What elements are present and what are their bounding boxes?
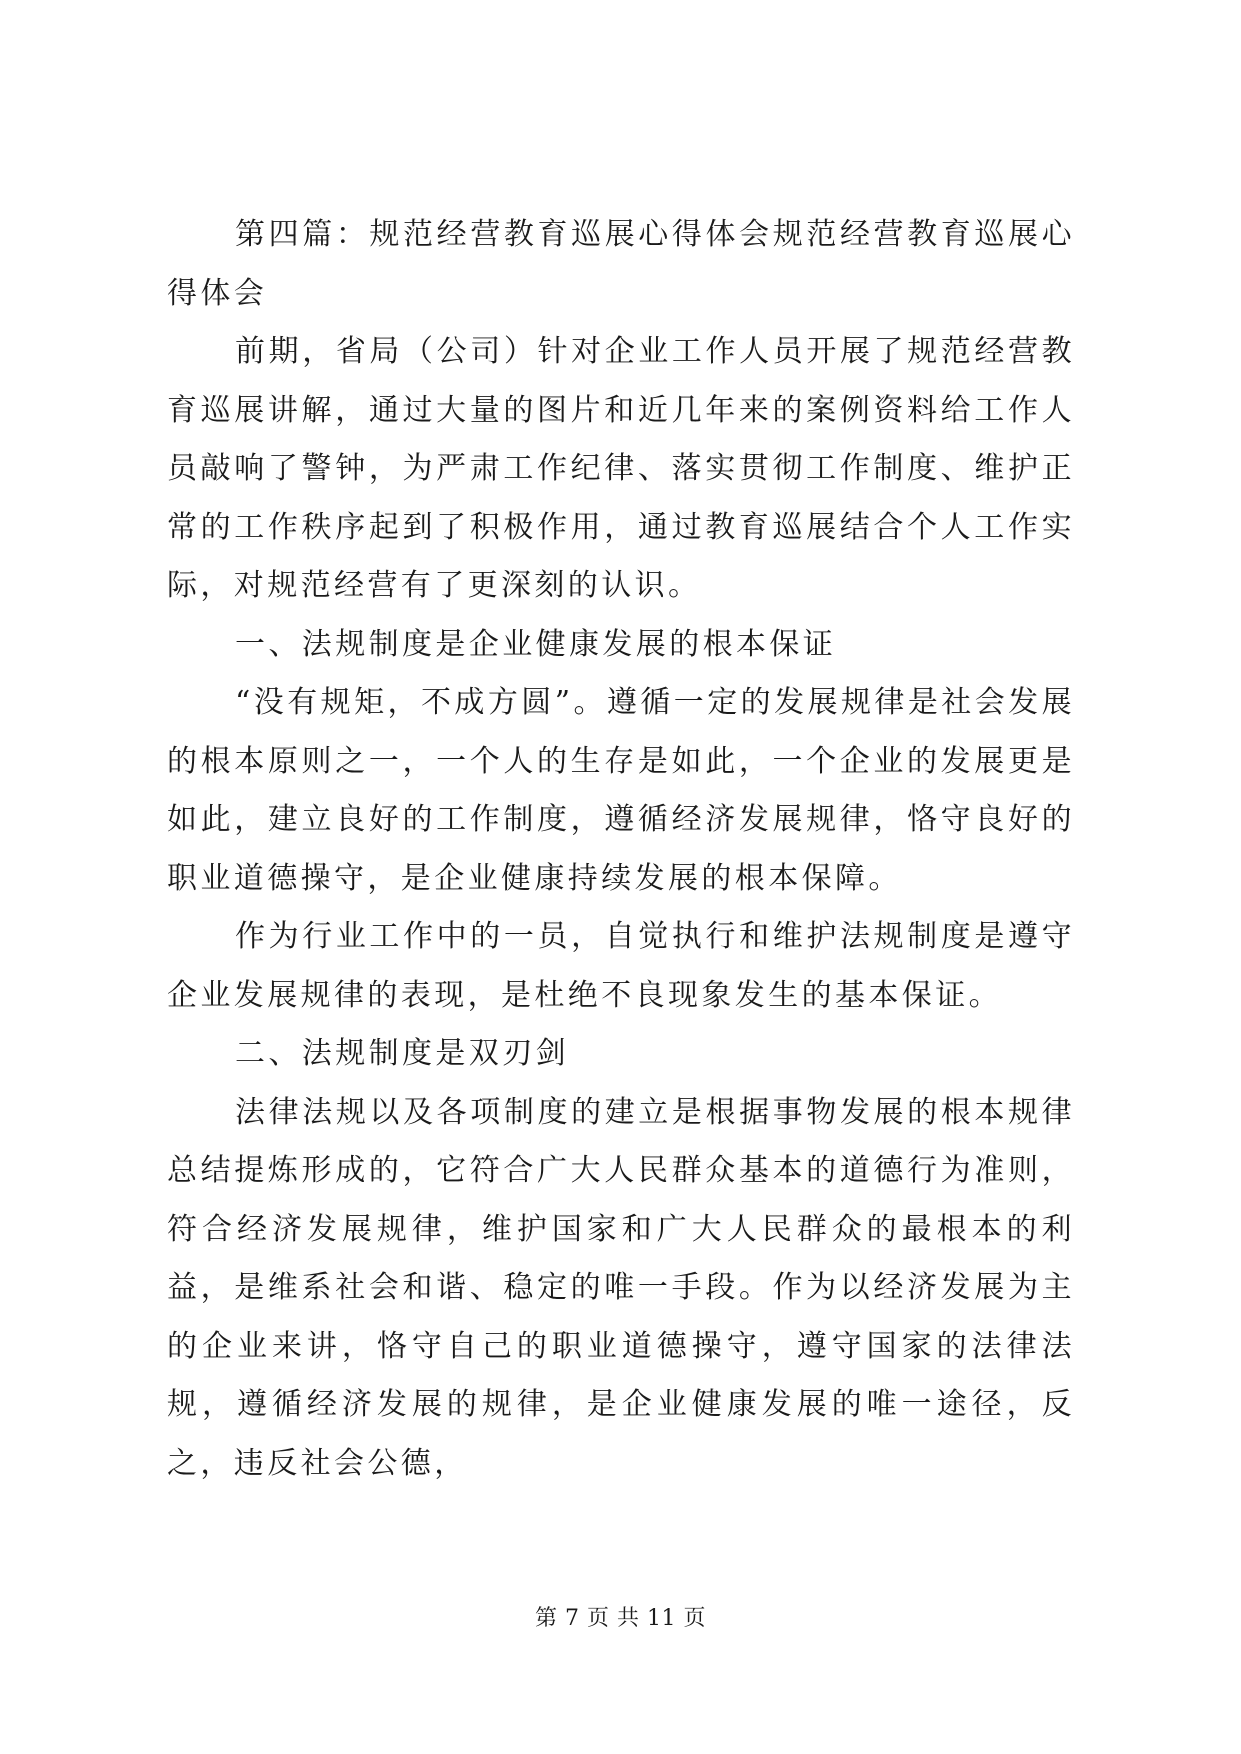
body-paragraph: “没有规矩，不成方圆”。遵循一定的发展规律是社会发展的根本原则之一，一个人的生存是如此，一个企业的发展更是如此，建立良好的工作制度，遵循经济发展规律，恪守良好的职业道德操守，是企业健康持续发展的根本保障。 [167, 685, 1075, 896]
subsection-heading: 一、法规制度是企业健康发展的根本保证 [235, 626, 837, 662]
page-footer: 第 7 页 共 11 页 [535, 1606, 706, 1631]
document-body [167, 206, 1075, 1493]
body-paragraph: 前期，省局（公司）针对企业工作人员开展了规范经营教育巡展讲解，通过大量的图片和近几年来的案例资料给工作人员敲响了警钟，为严肃工作纪律、落实贯彻工作制度、维护正常的工作秩序起到了积极作用，通过教育巡展结合个人工作实际，对规范经营有了更深刻的认识。 [167, 334, 1075, 603]
body-paragraph: 法律法规以及各项制度的建立是根据事物发展的根本规律总结提炼形成的，它符合广大人民群众基本的道德行为准则，符合经济发展规律，维护国家和广大人民群众的最根本的利益，是维系社会和谐、稳定的唯一手段。作为以经济发展为主的企业来讲，恪守自己的职业道德操守，遵守国家的法律法规，遵循经济发展的规律，是企业健康发展的唯一途径，反之，违反社会公德， [167, 1094, 1075, 1481]
subsection-heading: 二、法规制度是双刃剑 [235, 1036, 569, 1071]
body-paragraph: 作为行业工作中的一员，自觉执行和维护法规制度是遵守企业发展规律的表现，是杜绝不良现象发生的基本保证。 [167, 919, 1075, 1013]
section-heading: 第四篇：规范经营教育巡展心得体会规范经营教育巡展心得体会 [167, 217, 1075, 311]
